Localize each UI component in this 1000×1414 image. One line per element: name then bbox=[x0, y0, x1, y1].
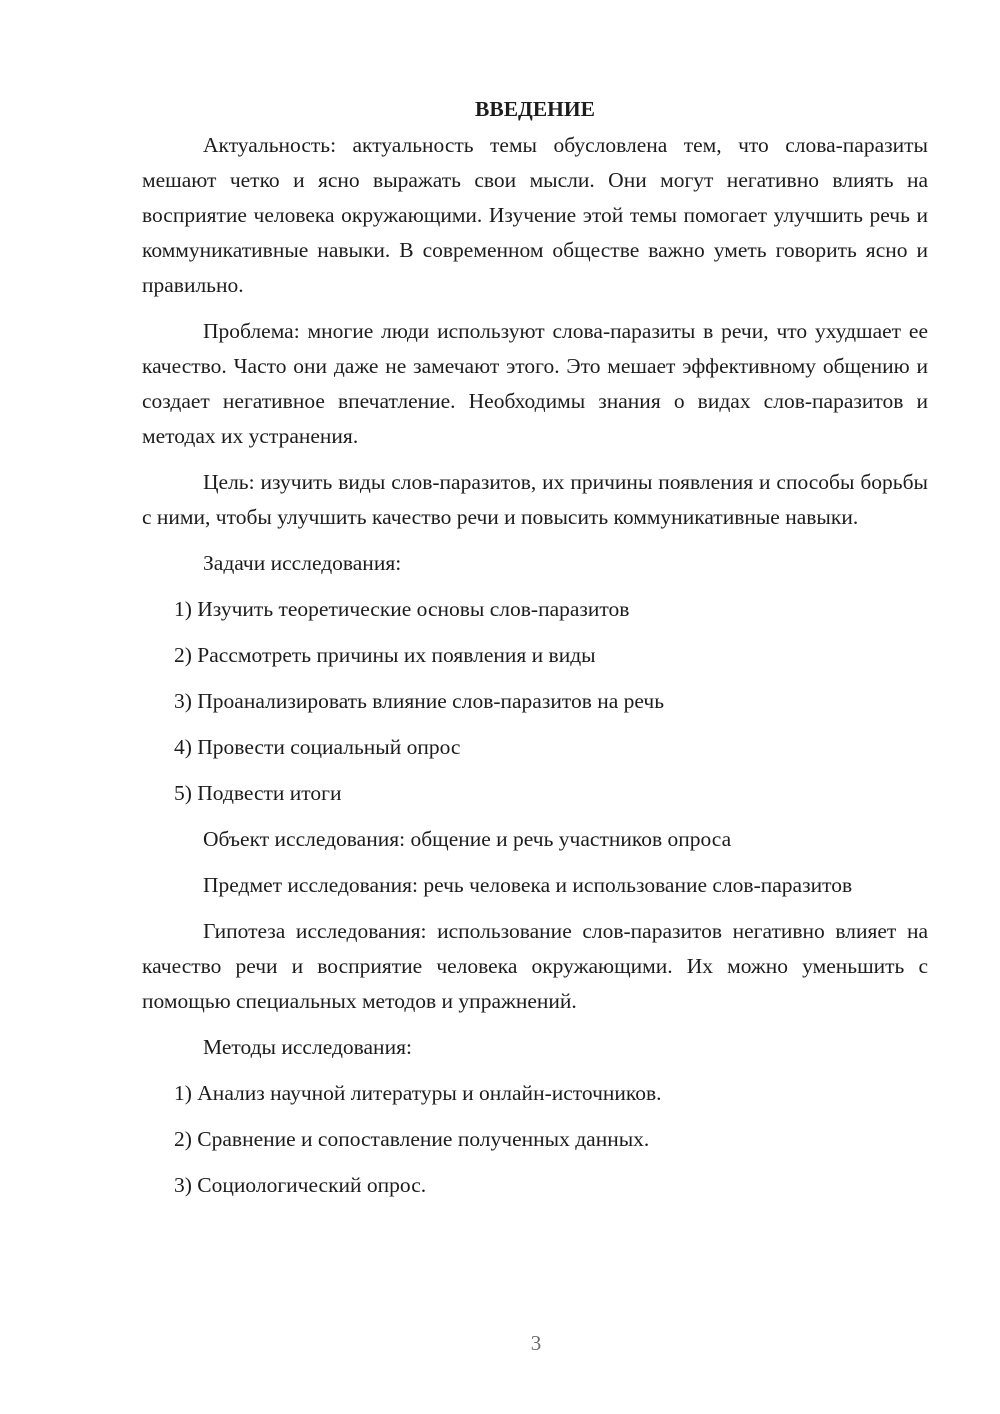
list-item: 3) Проанализировать влияние слов-паразитов на речь bbox=[174, 689, 665, 713]
page-number: 3 bbox=[530, 1331, 542, 1355]
relevance-paragraph: Актуальность: актуальность темы обусловлена тем, что слова-паразиты мешают четко и ясно выражать свои мысли. Они могут негативно влиять на восприятие человека окружающими. Изучение этой темы помогает улучшить речь и коммуникативные навыки. В современном обществе важно уметь говорить ясно и правильно. bbox=[142, 133, 928, 297]
list-item: 5) Подвести итоги bbox=[174, 781, 342, 805]
list-item: 1) Изучить теоретические основы слов-паразитов bbox=[174, 597, 630, 621]
object-line: Объект исследования: общение и речь участников опроса bbox=[203, 827, 732, 851]
list-item: 2) Рассмотреть причины их появления и виды bbox=[174, 643, 596, 667]
problem-paragraph: Проблема: многие люди используют слова-паразиты в речи, что ухудшает ее качество. Часто они даже не замечают этого. Это мешает эффективному общению и создает негативное впечатление. Необходимы знания о видах слов-паразитов и методах их устранения. bbox=[142, 319, 928, 448]
tasks-list bbox=[142, 592, 928, 811]
tasks-heading: Задачи исследования: bbox=[203, 551, 402, 575]
section-title: ВВЕДЕНИЕ bbox=[475, 97, 595, 121]
list-item: 3) Социологический опрос. bbox=[174, 1173, 427, 1197]
hypothesis-paragraph: Гипотеза исследования: использование слов-паразитов негативно влияет на качество речи и восприятие человека окружающими. Их можно уменьшить с помощью специальных методов и упражнений. bbox=[142, 919, 928, 1013]
subject-paragraph: Предмет исследования: речь человека и использование слов-паразитов bbox=[203, 873, 853, 897]
document-page bbox=[142, 92, 928, 1214]
methods-list bbox=[142, 1076, 928, 1203]
list-item: 4) Провести социальный опрос bbox=[174, 735, 461, 759]
goal-paragraph: Цель: изучить виды слов-паразитов, их причины появления и способы борьбы с ними, чтобы улучшить качество речи и повысить коммуникативные навыки. bbox=[142, 470, 928, 529]
methods-heading: Методы исследования: bbox=[203, 1035, 412, 1059]
list-item: 2) Сравнение и сопоставление полученных данных. bbox=[174, 1127, 650, 1151]
list-item: 1) Анализ научной литературы и онлайн-источников. bbox=[174, 1081, 662, 1105]
